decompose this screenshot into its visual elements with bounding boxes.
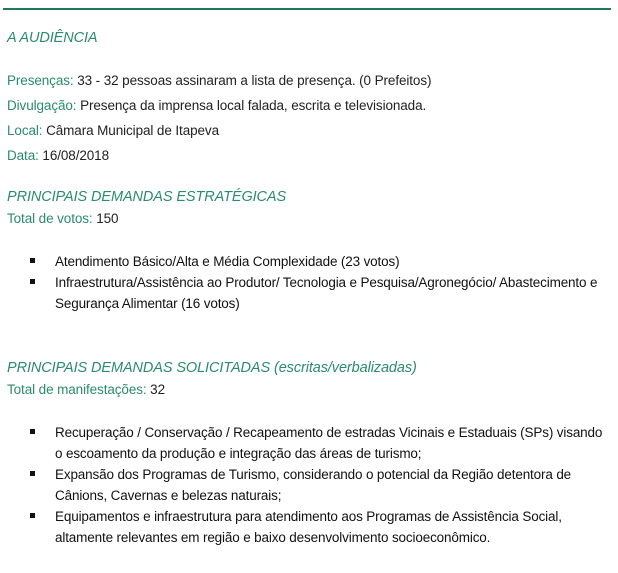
bullet-square-icon xyxy=(30,429,35,434)
presencas-line xyxy=(7,73,431,88)
divulgacao-line xyxy=(7,98,426,113)
data-line xyxy=(7,148,109,163)
list-item xyxy=(0,506,618,548)
list-item-text: Equipamentos e infraestrutura para atendimento aos Programas de Assistência Social, altamente relevantes em região e baixo desenvolvimento socioeconômico. xyxy=(55,509,562,545)
bullet-square-icon xyxy=(30,258,35,263)
list-item xyxy=(0,464,618,506)
list-item xyxy=(0,422,618,464)
bullet-square-icon xyxy=(30,471,35,476)
total-manifestacoes-label: Total de manifestações: xyxy=(7,382,147,397)
total-manifestacoes-value: 32 xyxy=(146,382,165,397)
section-title-solicitadas: PRINCIPAIS DEMANDAS SOLICITADAS (escritas/verbalizadas) xyxy=(7,360,417,376)
estrategicas-list xyxy=(0,251,618,314)
local-label: Local: xyxy=(7,123,43,138)
top-divider xyxy=(3,8,611,10)
total-manifestacoes-line xyxy=(7,382,165,397)
section-title-estrategicas: PRINCIPAIS DEMANDAS ESTRATÉGICAS xyxy=(7,189,287,205)
presencas-label: Presenças: xyxy=(7,73,74,88)
list-item-text: Infraestrutura/Assistência ao Produtor/ Tecnologia e Pesquisa/Agronegócio/ Abastecimento e Segurança Alimentar (16 votos) xyxy=(55,275,598,311)
divulgacao-value: Presença da imprensa local falada, escrita e televisionada. xyxy=(76,98,427,113)
data-label: Data: xyxy=(7,148,39,163)
solicitadas-list xyxy=(0,422,618,548)
bullet-square-icon xyxy=(30,513,35,518)
total-votos-line xyxy=(7,211,118,226)
divulgacao-label: Divulgação: xyxy=(7,98,77,113)
list-item-text: Recuperação / Conservação / Recapeamento de estradas Vicinais e Estaduais (SPs) visando o escoamento da produção e integração das áreas de turismo; xyxy=(55,425,603,461)
bullet-square-icon xyxy=(30,279,35,284)
total-votos-label: Total de votos: xyxy=(7,211,93,226)
list-item xyxy=(0,272,618,314)
list-item-text: Atendimento Básico/Alta e Média Complexidade (23 votos) xyxy=(55,254,400,269)
total-votos-value: 150 xyxy=(92,211,119,226)
section-title-audiencia: A AUDIÊNCIA xyxy=(7,30,98,46)
list-item-text: Expansão dos Programas de Turismo, considerando o potencial da Região detentora de Cânions, Cavernas e belezas naturais; xyxy=(55,467,572,503)
data-value: 16/08/2018 xyxy=(38,148,109,163)
presencas-value: 33 - 32 pessoas assinaram a lista de presença. (0 Prefeitos) xyxy=(73,73,432,88)
list-item xyxy=(0,251,618,272)
local-line xyxy=(7,123,219,138)
local-value: Câmara Municipal de Itapeva xyxy=(42,123,219,138)
